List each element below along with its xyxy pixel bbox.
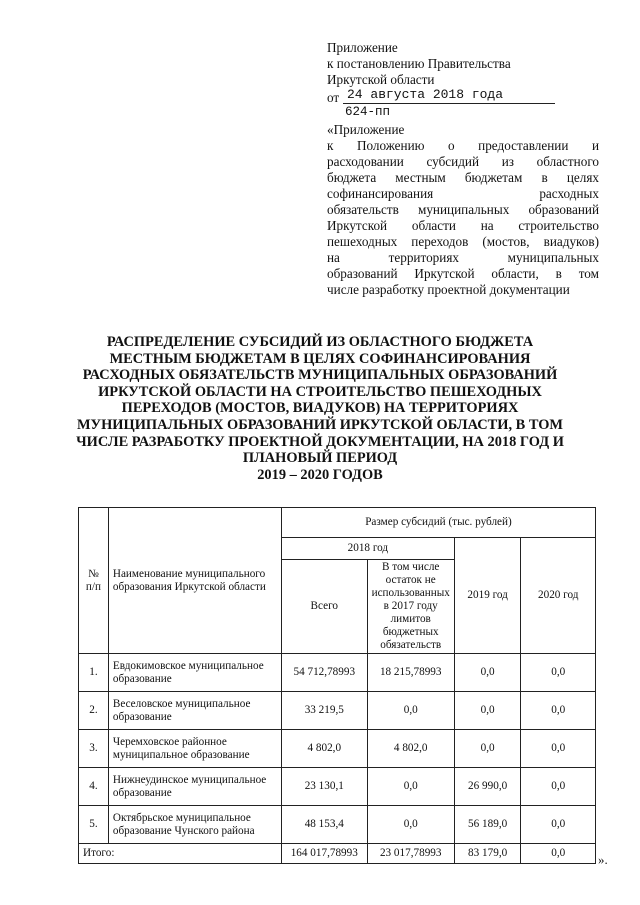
row-2019: 26 990,0 <box>454 768 521 806</box>
title-line-6: ЧИСЛЕ РАЗРАБОТКУ ПРОЕКТНОЙ ДОКУМЕНТАЦИИ, НА 2018 ГОД И <box>76 433 564 450</box>
title-line-5: МУНИЦИПАЛЬНЫХ ОБРАЗОВАНИЙ ИРКУТСКОЙ ОБЛАСТИ, В ТОМ <box>76 416 564 433</box>
row-2019: 0,0 <box>454 692 521 730</box>
row-2019: 0,0 <box>454 730 521 768</box>
table-total-row <box>79 844 596 864</box>
header-ot: от <box>327 90 340 105</box>
row-name: Нижнеудинское муниципальное образование <box>108 768 281 806</box>
header-p2-line-0: «Приложение <box>327 122 405 137</box>
table-row <box>79 768 596 806</box>
header-2019: 2019 год <box>454 538 521 654</box>
row-remainder: 18 215,78993 <box>367 654 454 692</box>
row-remainder: 0,0 <box>367 692 454 730</box>
header-2020: 2020 год <box>521 538 596 654</box>
header-no: № п/п <box>79 508 109 654</box>
resolution-date: 24 августа 2018 года <box>347 87 504 102</box>
row-2020: 0,0 <box>521 806 596 844</box>
total-remainder: 23 017,78993 <box>367 844 454 864</box>
row-total: 23 130,1 <box>281 768 367 806</box>
header-p2-line-2: расходовании субсидий из областного <box>327 154 599 169</box>
row-total: 48 153,4 <box>281 806 367 844</box>
header-2018: 2018 год <box>281 538 454 560</box>
table-row <box>79 730 596 768</box>
row-remainder: 0,0 <box>367 806 454 844</box>
title-line-4: ПЕРЕХОДОВ (МОСТОВ, ВИАДУКОВ) НА ТЕРРИТОРИЯХ <box>121 400 519 417</box>
header-total-2018: Всего <box>281 560 367 654</box>
header-p2-line-1: к Положению о предоставлении и <box>327 138 599 153</box>
header-p2-line-3: бюджета местным бюджетам в целях <box>327 170 599 185</box>
row-no: 4. <box>79 768 109 806</box>
header-p2-line-6: Иркутской области на строительство <box>327 218 599 233</box>
row-2020: 0,0 <box>521 692 596 730</box>
title-line-2: РАСХОДНЫХ ОБЯЗАТЕЛЬСТВ МУНИЦИПАЛЬНЫХ ОБРАЗОВАНИЙ <box>82 367 558 384</box>
row-2020: 0,0 <box>521 730 596 768</box>
row-no: 3. <box>79 730 109 768</box>
row-total: 54 712,78993 <box>281 654 367 692</box>
row-name: Евдокимовское муниципальное образование <box>108 654 281 692</box>
title-line-1: МЕСТНЫМ БЮДЖЕТАМ В ЦЕЛЯХ СОФИНАНСИРОВАНИЯ <box>109 350 531 367</box>
row-no: 1. <box>79 654 109 692</box>
header-subsidy-size: Размер субсидий (тыс. рублей) <box>281 508 595 538</box>
attachment-header <box>327 40 599 298</box>
closing-quote: ». <box>598 852 608 867</box>
header-line-1: Приложение <box>327 40 398 55</box>
document-title <box>70 334 570 483</box>
title-line-0: РАСПРЕДЕЛЕНИЕ СУБСИДИЙ ИЗ ОБЛАСТНОГО БЮДЖЕТА <box>106 334 534 350</box>
resolution-number: 624-пп <box>345 105 391 119</box>
row-remainder: 4 802,0 <box>367 730 454 768</box>
header-p2-line-7: пешеходных переходов (мостов, виадуков) <box>327 234 599 249</box>
title-line-8: 2019 – 2020 ГОДОВ <box>257 466 383 483</box>
header-name: Наименование муниципального образования Иркутской области <box>108 508 281 654</box>
header-p2-line-10: числе разработку проектной документации <box>327 282 570 297</box>
subsidy-table <box>78 507 596 864</box>
header-p2-line-4: софинансирования расходных <box>327 186 599 201</box>
row-remainder: 0,0 <box>367 768 454 806</box>
table-row <box>79 654 596 692</box>
row-no: 2. <box>79 692 109 730</box>
header-date-line <box>327 88 599 105</box>
row-2019: 56 189,0 <box>454 806 521 844</box>
total-sum: 164 017,78993 <box>281 844 367 864</box>
row-name: Октябрьское муниципальное образование Чунского района <box>108 806 281 844</box>
total-2020: 0,0 <box>521 844 596 864</box>
total-label: Итого: <box>79 844 282 864</box>
date-underline <box>343 103 555 104</box>
table-row <box>79 806 596 844</box>
table-header-row-1 <box>79 508 596 538</box>
header-line-2: к постановлению Правительства <box>327 56 511 71</box>
row-no: 5. <box>79 806 109 844</box>
header-p2-line-5: обязательств муниципальных образований <box>327 202 599 217</box>
row-2019: 0,0 <box>454 654 521 692</box>
row-total: 33 219,5 <box>281 692 367 730</box>
row-2020: 0,0 <box>521 654 596 692</box>
header-remainder-2018: В том числе остаток не использованных в 2017 году лимитов бюджетных обязательств <box>367 560 454 654</box>
table-row <box>79 692 596 730</box>
title-line-3: ИРКУТСКОЙ ОБЛАСТИ НА СТРОИТЕЛЬСТВО ПЕШЕХОДНЫХ <box>98 383 542 400</box>
header-p2-line-9: образований Иркутской области, в том <box>327 266 599 281</box>
header-p2-line-8: на территориях муниципальных <box>327 250 599 265</box>
title-line-7: ПЛАНОВЫЙ ПЕРИОД <box>242 450 398 467</box>
header-line-3: Иркутской области <box>327 72 435 87</box>
row-name: Черемховское районное муниципальное образование <box>108 730 281 768</box>
row-2020: 0,0 <box>521 768 596 806</box>
row-name: Веселовское муниципальное образование <box>108 692 281 730</box>
row-total: 4 802,0 <box>281 730 367 768</box>
total-2019: 83 179,0 <box>454 844 521 864</box>
